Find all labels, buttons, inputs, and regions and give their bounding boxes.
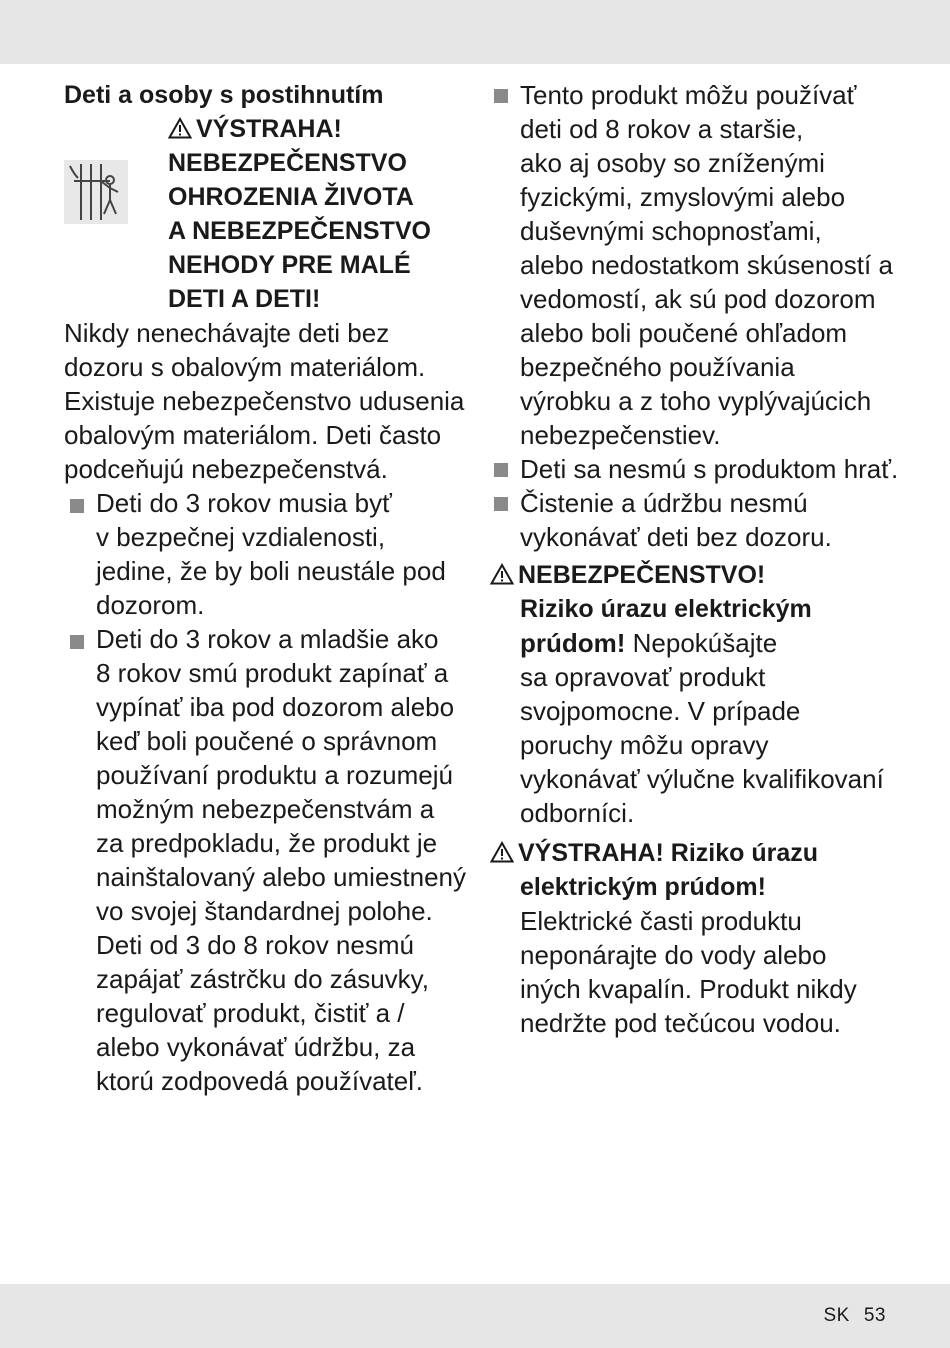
bullet-line: nainštalovaný alebo umiestnený — [96, 862, 467, 892]
left-column — [64, 78, 467, 1098]
intro-paragraph — [64, 316, 464, 486]
paragraph-line: Nikdy nenechávajte deti bez — [64, 318, 390, 348]
danger-title-bold: prúdom! — [520, 628, 626, 658]
danger-line: vykonávať výlučne kvalifikovaní — [520, 764, 884, 794]
bullet-line: Deti od 3 do 8 rokov nesmú — [96, 930, 414, 960]
electric-warning-title-text: VÝSTRAHA! Riziko úrazu — [518, 839, 819, 867]
square-bullet-icon — [494, 89, 508, 103]
bullet-line: bezpečného používania — [520, 352, 795, 382]
bullet-line: deti od 8 rokov a staršie, — [520, 114, 804, 144]
danger-block — [490, 558, 890, 830]
bullet-line: v bezpečnej vzdialenosti, — [96, 522, 386, 552]
bullet-line: jedine, že by boli neustále pod — [96, 556, 446, 586]
danger-text: Nepokúšajte — [625, 628, 778, 658]
warning-line — [168, 112, 464, 146]
paragraph-line: podceňujú nebezpečenstvá. — [64, 454, 388, 484]
bullet-line: zapájať zástrčku do zásuvky, — [96, 964, 429, 994]
bullet-line: vedomostí, ak sú pod dozorom — [520, 284, 876, 314]
square-bullet-icon — [70, 499, 84, 513]
bullet-line: duševnými schopnosťami, — [520, 216, 822, 246]
page-number: 53 — [863, 1305, 886, 1326]
bullet-line: ktorú zodpovedá používateľ. — [96, 1066, 424, 1096]
paragraph-line: obalovým materiálom. Deti často — [64, 420, 442, 450]
child-warning-block — [64, 112, 464, 316]
list-item — [490, 78, 893, 452]
bullet-line: regulovať produkt, čistiť a / — [96, 998, 405, 1028]
bullet-line: vypínať iba pod dozorom alebo — [96, 692, 455, 722]
square-bullet-icon — [494, 497, 508, 511]
language-code: SK — [823, 1305, 850, 1326]
bullet-line: Deti do 3 rokov musia byť — [96, 488, 392, 518]
electric-warning-line: neponárajte do vody alebo — [520, 940, 827, 970]
bottom-bar — [0, 1284, 950, 1348]
danger-line: odborníci. — [520, 798, 635, 828]
electric-warning-line: Elektrické časti produktu — [520, 906, 802, 936]
bullet-line: vo svojej štandardnej polohe. — [96, 896, 433, 926]
electric-warning-line: iných kvapalín. Produkt nikdy — [520, 974, 857, 1004]
electric-warning-line: nedržte pod tečúcou vodou. — [520, 1008, 841, 1038]
child-safety-icon — [64, 160, 128, 224]
bullet-line: vykonávať deti bez dozoru. — [520, 522, 832, 552]
bullet-line: fyzickými, zmyslovými alebo — [520, 182, 846, 212]
electric-warning-title — [490, 836, 890, 870]
bullet-line: nebezpečenstiev. — [520, 420, 721, 450]
danger-title-line: Riziko úrazu elektrickým — [520, 595, 812, 623]
bullet-line: dozorom. — [96, 590, 205, 620]
bullet-line: za predpokladu, že produkt je — [96, 828, 438, 858]
bullet-line: Deti do 3 rokov a mladšie ako — [96, 624, 439, 654]
bullet-line: Čistenie a údržbu nesmú — [520, 488, 808, 518]
danger-title-text: NEBEZPEČENSTVO! — [518, 561, 766, 589]
electric-warning-block — [490, 836, 890, 1040]
bullet-line: alebo boli poučené ohľadom — [520, 318, 848, 348]
top-bar — [0, 0, 950, 64]
warning-line: OHROZENIA ŽIVOTA — [168, 183, 414, 211]
bullet-line: alebo nedostatkom skúseností a — [520, 250, 893, 280]
warning-line: NEBEZPEČENSTVO — [168, 149, 407, 177]
danger-line: poruchy môžu opravy — [520, 730, 769, 760]
warning-title — [168, 112, 464, 316]
warning-triangle-icon — [168, 117, 192, 139]
danger-line — [490, 626, 890, 660]
warning-line: A NEBEZPEČENSTVO — [168, 217, 432, 245]
list-item — [64, 622, 467, 1098]
bullet-line: Deti sa nesmú s produktom hrať. — [520, 454, 899, 484]
warning-triangle-icon — [490, 563, 514, 585]
warning-line: NEHODY PRE MALÉ — [168, 251, 411, 279]
danger-line: sa opravovať produkt — [520, 662, 766, 692]
list-item — [64, 486, 464, 622]
warning-triangle-icon — [490, 841, 514, 863]
paragraph-line: dozoru s obalovým materiálom. — [64, 352, 426, 382]
list-item — [490, 486, 890, 554]
electric-warning-title-line: elektrickým prúdom! — [520, 873, 766, 901]
square-bullet-icon — [70, 635, 84, 649]
warning-line: DETI A DETI! — [168, 285, 321, 313]
bullet-line: 8 rokov smú produkt zapínať a — [96, 658, 449, 688]
right-column — [490, 78, 899, 1040]
bullet-line: ako aj osoby so zníženými — [520, 148, 825, 178]
danger-title — [490, 558, 890, 592]
bullet-line: keď boli poučené o správnom — [96, 726, 438, 756]
square-bullet-icon — [494, 463, 508, 477]
bullet-line: používaní produktu a rozumejú — [96, 760, 453, 790]
warning-line-text: VÝSTRAHA! — [196, 115, 342, 143]
bullet-line: výrobku a z toho vyplývajúcich — [520, 386, 872, 416]
paragraph-line: Existuje nebezpečenstvo udusenia — [64, 386, 465, 416]
bullet-line: Tento produkt môžu používať — [520, 80, 857, 110]
danger-line: svojpomocne. V prípade — [520, 696, 801, 726]
bullet-line: možným nebezpečenstvám a — [96, 794, 435, 824]
page-footer — [824, 1305, 887, 1327]
section-heading: Deti a osoby s postihnutím — [64, 81, 384, 109]
list-item — [490, 452, 899, 486]
bullet-line: alebo vykonávať údržbu, za — [96, 1032, 416, 1062]
